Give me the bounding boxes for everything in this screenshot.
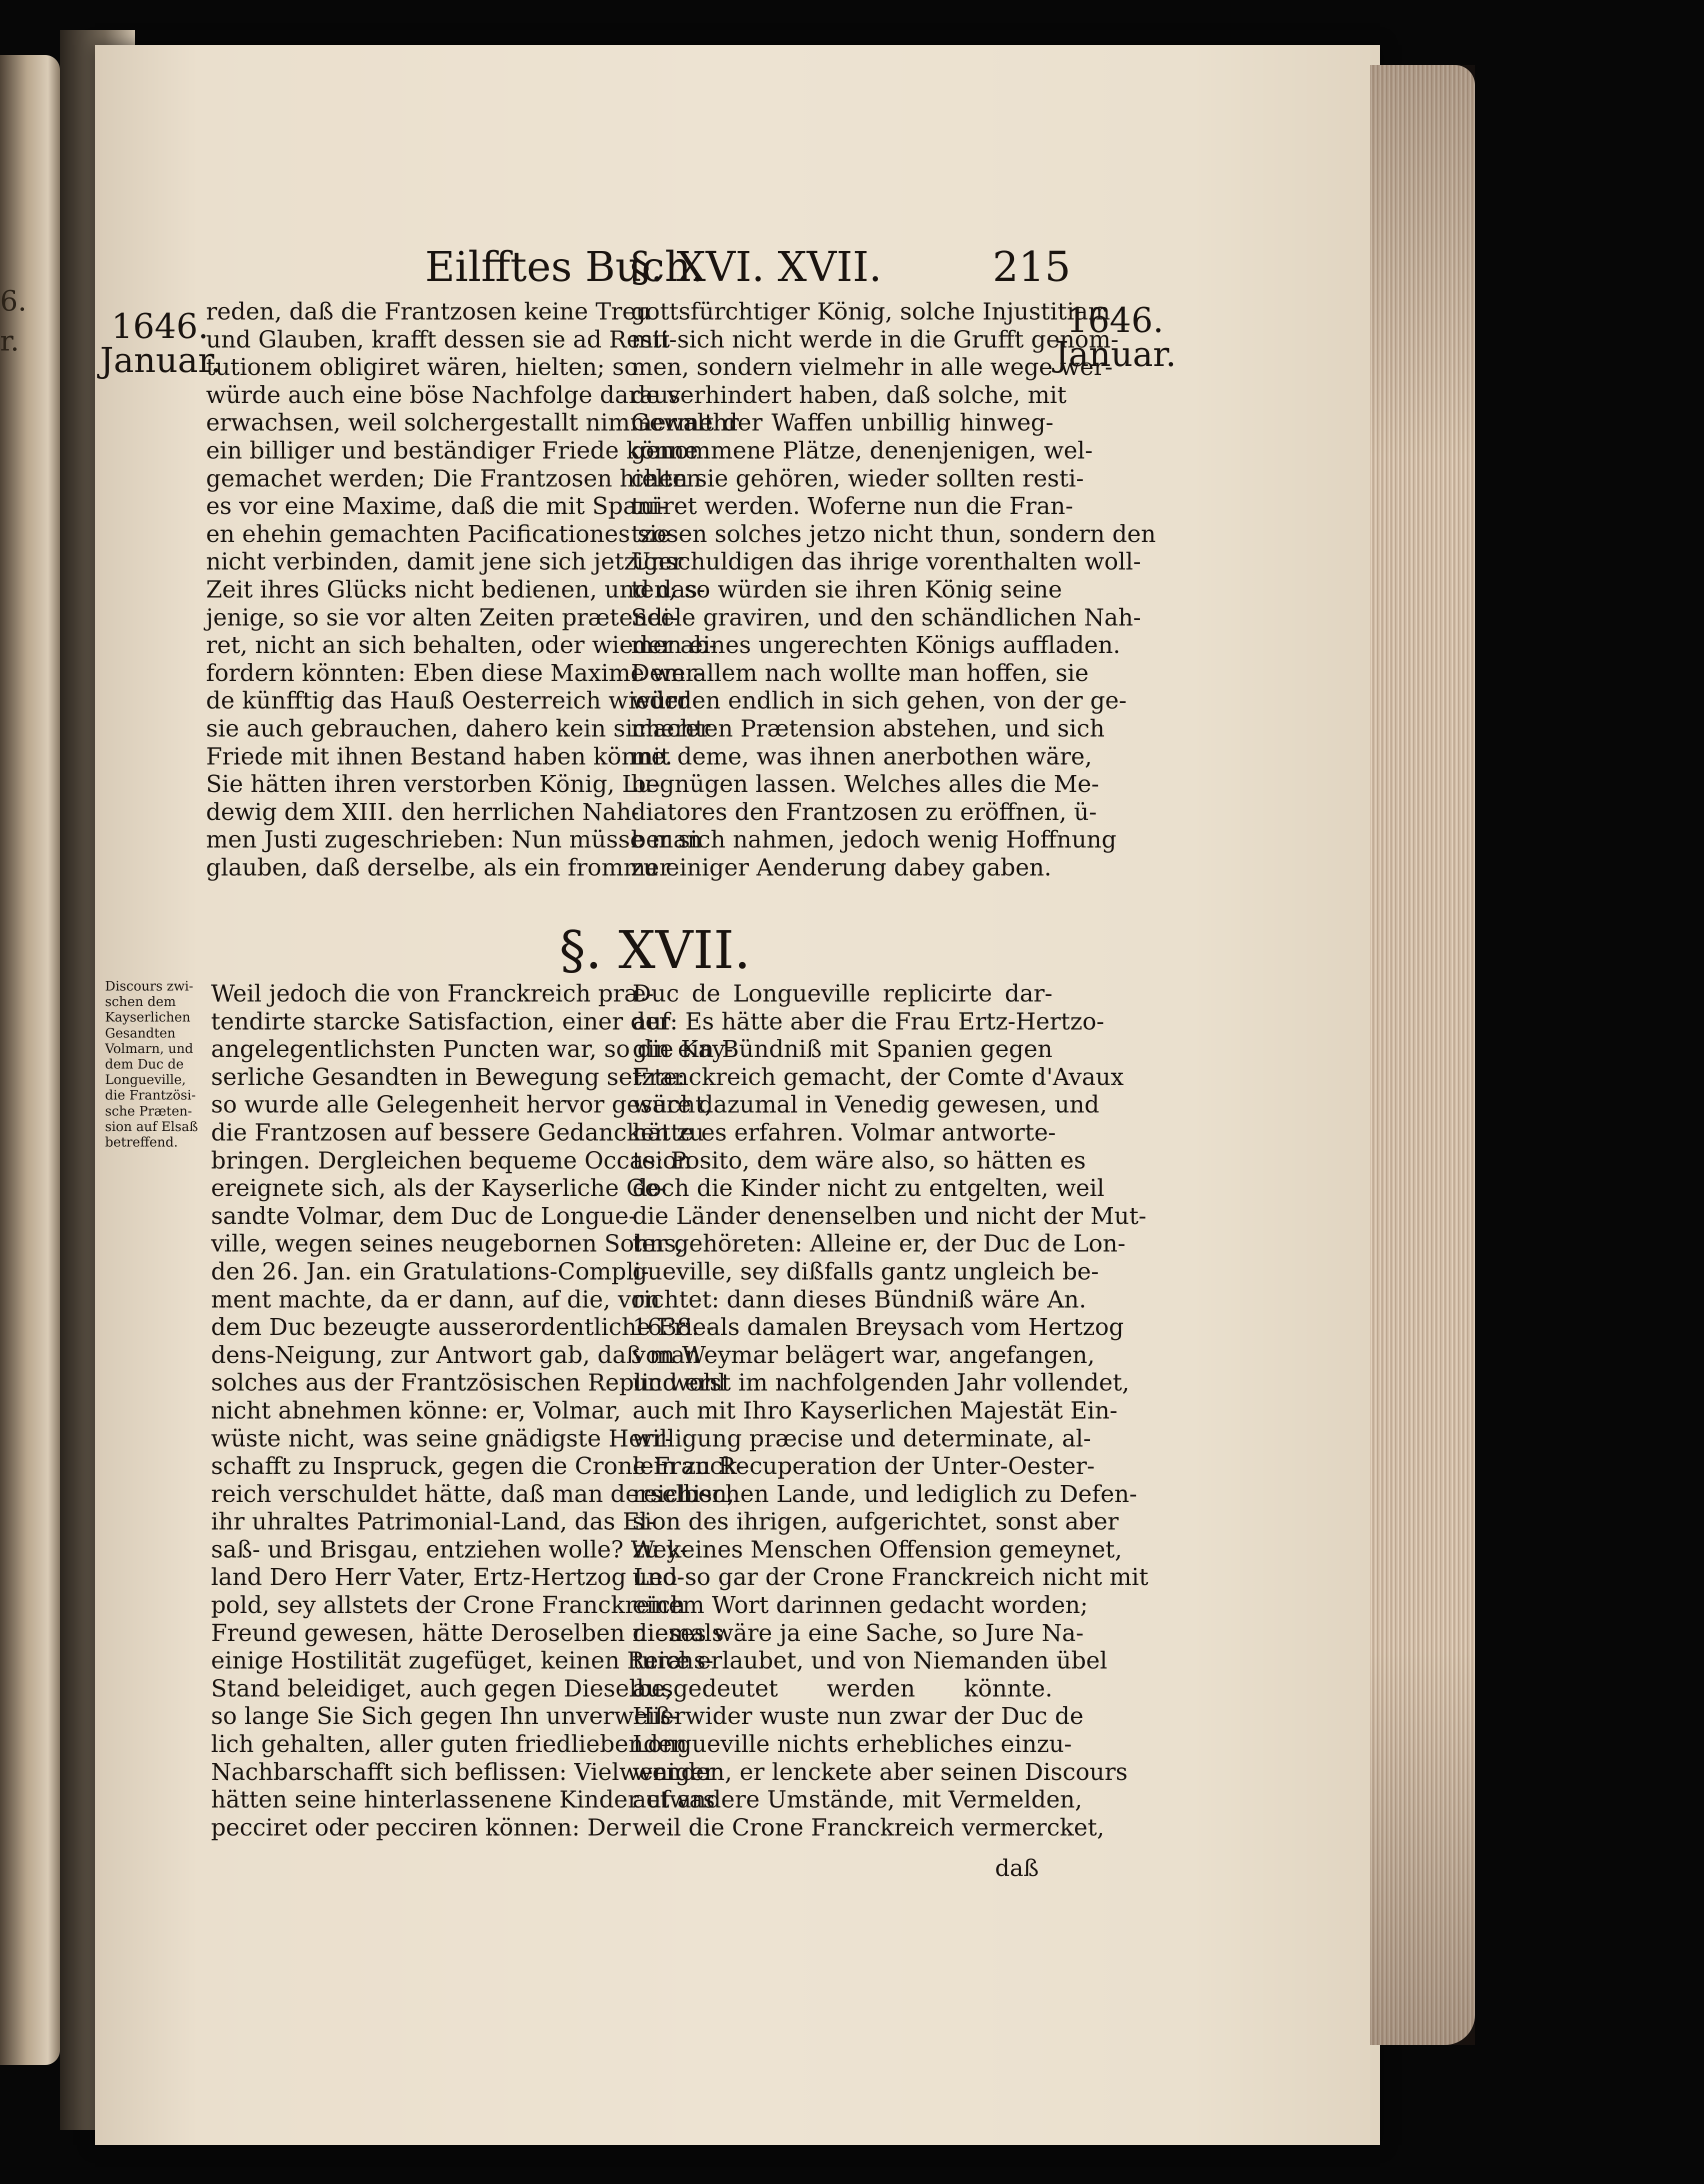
text-line: dem Duc bezeugte ausserordentliche Frie- [211,1314,714,1341]
text-line: willigung præcise und determinate, al- [632,1424,1092,1452]
text-line: bringen. Dergleichen bequeme Occasion [211,1146,692,1174]
text-line: angelegentlichsten Puncten war, so die Kay- [211,1036,734,1063]
text-line: ihr uhraltes Patrimonial-Land, das El- [211,1508,655,1536]
sidenote-line: schen dem [105,994,176,1010]
text-line: saß- und Brisgau, entziehen wolle? Wey- [211,1536,688,1563]
text-line: de künfftig das Hauß Oesterreich wieder [206,687,690,714]
text-line: Stand beleidiget, auch gegen Dieselbe, [211,1674,673,1702]
text-line: men Justi zugeschrieben: Nun müsse man [206,826,702,854]
sidenote-line: die Frantzösi- [105,1088,196,1104]
text-line: einem Wort darinnen gedacht worden; [632,1592,1088,1619]
page-fore-edge [1370,65,1475,2045]
text-line: ein billiger und beständiger Friede könne [206,436,698,464]
text-line: gemachet werden; Die Frantzosen hielten [206,464,702,492]
text-line: so wurde alle Gelegenheit hervor gesucht, [211,1091,712,1118]
right-margin-year: 1646. [1066,301,1164,340]
text-line: die Frantzosen auf bessere Gedancken zu [211,1118,704,1146]
text-line: wäre dazumal in Venedig gewesen, und [632,1091,1100,1118]
top-left-column [206,298,739,882]
text-line: Friede mit ihnen Bestand haben könne. [206,742,672,770]
header-book-title: Eilfftes Buch. [425,244,704,291]
text-line: reich verschuldet hätte, daß man derselben, [211,1480,734,1508]
text-line: dieses wäre ja eine Sache, so Jure Na- [632,1619,1084,1646]
header-section-ref: §. XVI. XVII. [630,244,882,291]
text-line: weil die Crone Franckreich vermercket, [632,1814,1104,1841]
text-line: sandte Volmar, dem Duc de Longue- [211,1202,637,1230]
right-margin-month: Januar. [1055,335,1176,374]
text-line: ber sich nahmen, jedoch wenig Hoffnung [631,826,1116,854]
text-line: lein zu Recuperation der Unter-Oester- [632,1452,1095,1480]
text-line: auf: Es hätte aber die Frau Ertz-Hertzo- [632,1008,1104,1035]
text-line: ereignete sich, als der Kayserliche Ge- [211,1174,666,1202]
text-line: die Länder denenselben und nicht der Mut- [632,1202,1146,1230]
text-line: erwachsen, weil solchergestallt nimmermehr [206,409,739,436]
text-line: pecciret oder pecciren können: Der [211,1814,631,1841]
text-line: men, sondern vielmehr in alle wege wer- [631,354,1113,381]
text-line: mit sich nicht werde in die Grufft genom- [631,326,1119,353]
text-line: serliche Gesandten in Bewegung setzte: [211,1063,685,1090]
text-line: reichischen Lande, und lediglich zu Defen- [632,1480,1138,1508]
text-line: mit deme, was ihnen anerbothen wäre, [631,742,1092,770]
text-line: land Dero Herr Vater, Ertz-Hertzog Leo- [211,1564,685,1591]
text-line: machten Prætension abstehen, und sich [631,714,1105,742]
text-line: Nachbarschafft sich beflissen: Vielweniger [211,1758,716,1786]
text-line: 1638. als damalen Breysach vom Hertzog [632,1314,1124,1341]
text-line: wüste nicht, was seine gnädigste Herr- [211,1424,673,1452]
text-line: nicht abnehmen könne: er, Volmar, [211,1396,621,1424]
text-line: men eines ungerechten Königs auffladen. [631,632,1120,659]
sidenote-line: sion auf Elsaß [105,1119,198,1134]
text-line: dewig dem XIII. den herrlichen Nah- [206,798,640,826]
text-line: Dem allem nach wollte man hoffen, sie [631,659,1089,686]
text-line: Duc de Longueville replicirte dar- [632,980,1052,1007]
text-line: dens-Neigung, zur Antwort gab, daß man [211,1341,700,1368]
text-line: Unschuldigen das ihrige vorenthalten woll- [631,548,1141,576]
text-line: ten; so würden sie ihren König seine [631,576,1062,603]
left-margin-month: Januar. [100,341,222,380]
text-line: Franckreich gemacht, der Comte d'Avaux [632,1063,1124,1090]
catchword: daß [995,1854,1039,1882]
text-line: fordern könnten: Eben diese Maxime wer- [206,659,704,686]
text-line: von Weymar belägert war, angefangen, [632,1341,1095,1368]
text-line: de verhindert haben, daß solche, mit [631,381,1067,408]
sidenote-line: betreffend. [105,1135,178,1150]
text-line: doch die Kinder nicht zu entgelten, weil [632,1174,1104,1202]
text-line: ausgedeutet werden könnte. [632,1674,1052,1702]
text-line: auf andere Umstände, mit Vermelden, [632,1786,1082,1814]
text-line: ville, wegen seines neugebornen Sohns, [211,1230,684,1258]
text-line: es vor eine Maxime, daß die mit Spani- [206,492,668,520]
text-line: zu keines Menschen Offension gemeynet, [632,1536,1122,1563]
text-line: Sie hätten ihren verstorben König, Lu- [206,770,660,798]
text-line: Gewalt der Waffen unbillig hinweg- [631,409,1054,436]
sidenote-line: Longueville, [105,1072,186,1088]
text-line: Hierwider wuste nun zwar der Duc de [632,1702,1084,1730]
marginal-note [105,979,210,1150]
text-line: solches aus der Frantzösischen Replic wohl [211,1369,726,1396]
text-line: würden endlich in sich gehen, von der ge- [631,687,1127,714]
text-line: jenige, so sie vor alten Zeiten prætendi- [206,604,678,631]
text-line: reden, daß die Frantzosen keine Treu [206,298,651,325]
text-line: genommene Plätze, denenjenigen, wel- [631,436,1093,464]
text-line: diatores den Frantzosen zu eröffnen, ü- [631,798,1097,826]
text-line: gin ein Bündniß mit Spanien gegen [632,1036,1052,1063]
text-line: Weil jedoch die von Franckreich præ- [211,980,654,1007]
text-line: gottsfürchtiger König, solche Injustitiam [631,298,1110,325]
page-number: 215 [992,244,1071,291]
text-line: und erst im nachfolgenden Jahr vollendet, [632,1369,1130,1396]
text-line: tzosen solches jetzo nicht thun, sondern den [631,520,1156,548]
text-line: lich gehalten, aller guten friedliebenden [211,1730,688,1758]
text-line: tutionem obligiret wären, hielten; so [206,354,638,381]
text-line: würde auch eine böse Nachfolge daraus [206,381,680,408]
text-line: turæ erlaubet, und von Niemanden übel [632,1647,1108,1674]
text-line: Freund gewesen, hätte Deroselben niemals [211,1619,724,1646]
text-line: einige Hostilität zugefüget, keinen Reichs- [211,1647,714,1674]
left-page-fragment-2: r. [0,325,20,358]
text-line: Longueville nichts erhebliches einzu- [632,1730,1072,1758]
bottom-right-column [632,980,1148,1842]
text-line: und Glauben, krafft dessen sie ad Resti- [206,326,677,353]
left-margin-year: 1646. [111,307,209,346]
text-line: ter gehöreten: Alleine er, der Duc de Lon- [632,1230,1126,1258]
text-line: wenden, er lenckete aber seinen Discours [632,1758,1128,1786]
text-line: ment machte, da er dann, auf die, von [211,1286,660,1313]
running-header [425,240,1055,295]
text-line: gueville, sey dißfalls gantz ungleich be- [632,1258,1099,1285]
text-line: so lange Sie Sich gegen Ihn unverweiß- [211,1702,678,1730]
text-line: en ehehin gemachten Pacificationes sie [206,520,671,548]
text-line: richtet: dann dieses Bündniß wäre An. [632,1286,1086,1313]
sidenote-line: sche Præten- [105,1104,192,1119]
text-line: chen sie gehören, wieder sollten resti- [631,464,1084,492]
text-line: schafft zu Inspruck, gegen die Crone Franck- [211,1452,744,1480]
sidenote-line: Discours zwi- [105,979,194,994]
text-line: zu einiger Aenderung dabey gaben. [631,854,1052,881]
text-line: ret, nicht an sich behalten, oder wieder ab- [206,632,717,659]
left-margin-date [100,307,222,380]
sidenote-line: dem Duc de [105,1057,184,1072]
text-line: Seele graviren, und den schändlichen Nah- [631,604,1141,631]
text-line: pold, sey allstets der Crone Franckreich [211,1592,686,1619]
sidenote-line: Kayserlichen [105,1010,190,1026]
text-line: sie auch gebrauchen, dahero kein sicherer [206,714,710,742]
sidenote-line: Volmarn, und [105,1041,194,1056]
text-line: den 26. Jan. ein Gratulations-Compli- [211,1258,650,1285]
text-line: tendirte starcke Satisfaction, einer der [211,1008,670,1035]
text-line: nicht verbinden, damit jene sich jetziger [206,548,684,576]
bottom-left-column [211,980,744,1842]
text-line: glauben, daß derselbe, als ein frommer [206,854,670,881]
section-title: §. XVII. [559,920,751,980]
text-line: hätten seine hinterlassenene Kinder etwas [211,1786,715,1814]
text-line: tuiret werden. Woferne nun die Fran- [631,492,1074,520]
left-page-fragment-1: 6. [0,285,27,318]
text-line: begnügen lassen. Welches alles die Me- [631,770,1100,798]
text-line: sion des ihrigen, aufgerichtet, sonst aber [632,1508,1119,1536]
text-line: te: Posito, dem wäre also, so hätten es [632,1146,1086,1174]
text-line: auch mit Ihro Kayserlichen Majestät Ein- [632,1396,1118,1424]
text-line: Zeit ihres Glücks nicht bedienen, und das- [206,576,706,603]
text-line: und so gar der Crone Franckreich nicht mit [632,1564,1148,1591]
text-line: hätte es erfahren. Volmar antworte- [632,1118,1056,1146]
sidenote-line: Gesandten [105,1026,176,1041]
